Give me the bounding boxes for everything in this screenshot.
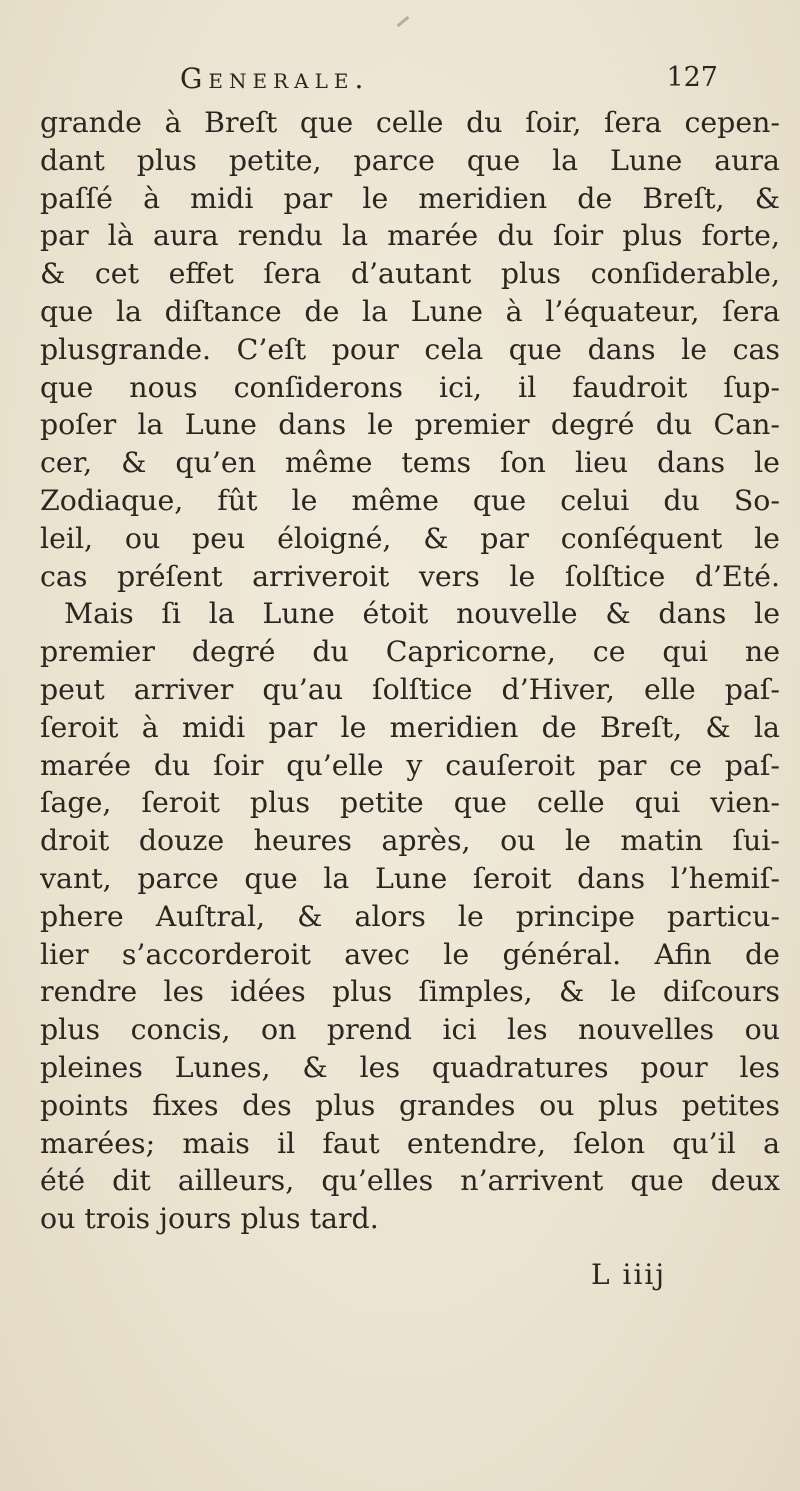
text-line: & cet effet ſera d’autant plus conſiderable, [40,257,780,291]
text-line: leil, ou peu éloigné, & par conſéquent le [40,521,780,555]
signature-mark: L iiij [591,1258,667,1291]
text-line: ſeroit à midi par le meridien de Breſt, & la [40,710,780,744]
text-line: rendre les idées plus ſimples, & le diſcours [40,975,780,1009]
text-line: cas préſent arriveroit vers le ſolſtice d’Eté. [40,559,780,593]
text-line: dant plus petite, parce que la Lune aura [40,143,780,177]
text-line: Zodiaque, fût le même que celui du So- [40,483,780,517]
text-line: ſage, ſeroit plus petite que celle qui vien- [40,786,780,820]
text-line: vant, parce que la Lune ſeroit dans l’hemiſ- [40,861,780,895]
running-title: Generale. [180,62,370,95]
page-number: 127 [666,62,718,93]
text-line: points fixes des plus grandes ou plus petites [40,1088,780,1122]
paragraph-start-line: Mais ſi la Lune étoit nouvelle & dans le [64,597,780,631]
text-line: paſſé à midi par le meridien de Breſt, & [40,181,780,215]
text-line: plus concis, on prend ici les nouvelles ou [40,1013,780,1047]
text-line: poſer la Lune dans le premier degré du Can- [40,408,780,442]
text-line: phere Auſtral, & alors le principe particu- [40,899,780,933]
text-line: que nous conſiderons ici, il faudroit ſup- [40,370,780,404]
text-line: droit douze heures après, ou le matin ſui- [40,824,780,858]
text-line: cer, & qu’en même tems ſon lieu dans le [40,446,780,480]
text-line: plusgrande. C’eſt pour cela que dans le cas [40,332,780,366]
paragraph-end-line: ou trois jours plus tard. [40,1202,379,1236]
text-line: premier degré du Capricorne, ce qui ne [40,635,780,669]
text-line: pleines Lunes, & les quadratures pour les [40,1050,780,1084]
text-line: marée du ſoir qu’elle y cauſeroit par ce paſ- [40,748,780,782]
body-text [40,104,780,1238]
ink-mark [397,16,410,27]
page-header [180,62,740,102]
text-line: lier s’accorderoit avec le général. Afin de [40,937,780,971]
text-line: marées; mais il faut entendre, ſelon qu’il a [40,1126,780,1160]
text-line: par là aura rendu la marée du ſoir plus forte, [40,219,780,253]
text-line: été dit ailleurs, qu’elles n’arrivent que deux [40,1164,780,1198]
text-line: que la diſtance de la Lune à l’équateur, ſera [40,294,780,328]
text-line: grande à Breſt que celle du ſoir, ſera cepen- [40,106,780,139]
text-line: peut arriver qu’au ſolſtice d’Hiver, elle paſ- [40,672,780,706]
